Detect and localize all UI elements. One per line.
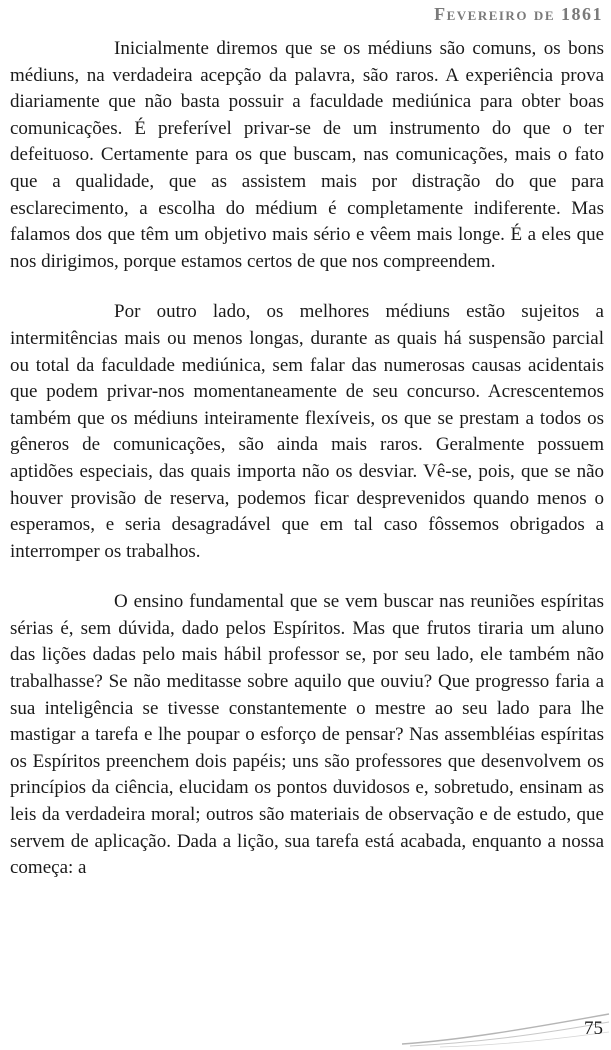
paragraph-2: Por outro lado, os melhores médiuns estão sujeitos a intermitências mais ou menos longas, durante as quais há suspensão parcial ou total da faculdade mediúnica, sem falar das numerosas causas acidentais que podem privar-nos momentaneamente de seu concurso. Acrescentemos também que os médiuns inteiramente flexíveis, os que se prestam a todos os gêneros de comunicações, são ainda mais raros. Geralmente possuem aptidões especiais, das quais importa não os desviar. Vê-se, pois, que se não houver provisão de reserva, podemos ficar desprevenidos quando menos o esperamos, e seria desagradável que em tal caso fôssemos obrigados a interromper os trabalhos. bbox=[10, 301, 604, 562]
page-number: 75 bbox=[584, 1018, 603, 1039]
paragraph-1: Inicialmente diremos que se os médiuns são comuns, os bons médiuns, na verdadeira acepção da palavra, são raros. A experiência prova diariamente que não basta possuir a faculdade mediúnica para obter boas comunicações. É preferível privar-se de um instrumento do que o ter defeituoso. Certamente para os que buscam, nas comunicações, mais o fato que a qualidade, que as assistem mais por distração do que para esclarecimento, a escolha do médium é completamente indiferente. Mas falamos dos que têm um objetivo mais sério e vêem mais longe. É a eles que nos dirigimos, porque estamos certos de que nos compreendem. bbox=[10, 38, 604, 272]
paragraph-3: O ensino fundamental que se vem buscar nas reuniões espíritas sérias é, sem dúvida, dado pelos Espíritos. Mas que frutos tiraria um aluno das lições dadas pelo mais hábil professor se, por seu lado, ele também não trabalhasse? Se não meditasse sobre aquilo que ouviu? Que progresso faria a sua inteligência se tivesse constantemente o mestre ao seu lado para lhe mastigar a tarefa e lhe poupar o esforço de pensar? Nas assembléias espíritas os Espíritos preenchem dois papéis; uns são professores que desenvolvem os princípios da ciência, elucidam os pontos duvidosos e, sobretudo, ensinam as leis da verdadeira moral; outros são materiais de observação e de estudo, que servem de aplicação. Dada a lição, sua tarefa está acabada, enquanto a nossa começa: a bbox=[10, 591, 604, 879]
running-head: Fevereiro de 1861 bbox=[434, 4, 603, 24]
footer-flourish-icon bbox=[400, 1010, 611, 1048]
body-text bbox=[10, 36, 604, 882]
